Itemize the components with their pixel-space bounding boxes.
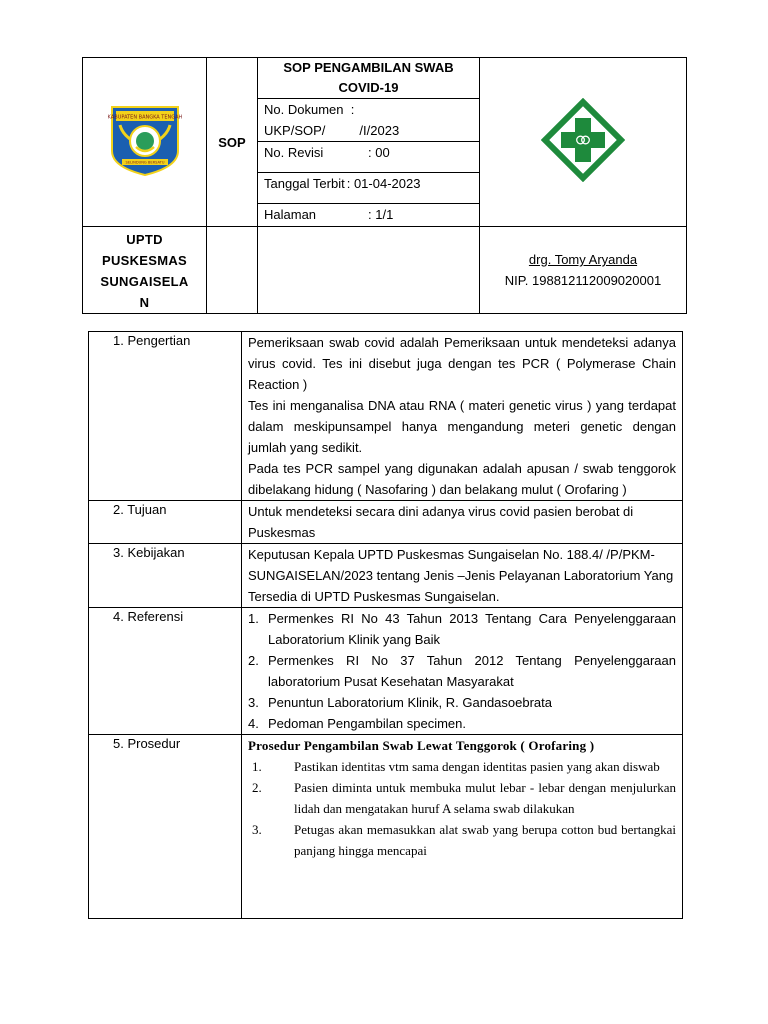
unit-name-line-2: PUSKESMAS	[101, 253, 188, 268]
list-item: 1. Pastikan identitas vtm sama dengan identitas pasien yang akan diswab	[252, 759, 660, 774]
sop-content-table	[88, 331, 683, 919]
regency-emblem-icon	[108, 103, 182, 177]
issue-date-value: : 01-04-2023	[346, 176, 421, 191]
prosedur-steps	[248, 756, 676, 861]
doc-number-part-b: /I/2023	[359, 123, 400, 138]
page-label: Halaman	[264, 207, 317, 222]
doc-number-label: No. Dokumen :	[264, 102, 355, 117]
kebijakan-content: Keputusan Kepala UPTD Puskesmas Sungaiselan No. 188.4/ /P/PKM-SUNGAISELAN/2023 tentang Jenis –Jenis Pelayanan Laboratorium Yang Tersedia di UPTD Puskesmas Sungaiselan.	[242, 544, 683, 608]
issue-date-cell	[258, 173, 480, 204]
unit-name-line-1: UPTD	[126, 232, 163, 247]
referensi-label: 4. Referensi	[89, 608, 242, 735]
page-value: : 1/1	[368, 207, 394, 222]
prosedur-title: Prosedur Pengambilan Swab Lewat Tenggorok ( Orofaring )	[248, 738, 595, 753]
unit-name-cell	[83, 227, 207, 314]
signer-nip: NIP. 198812112009020001	[504, 273, 662, 288]
list-item: 3. Petugas akan memasukkan alat swab yang berupa cotton bud bertangkai panjang hingga mencapai	[252, 822, 676, 858]
emblem-top-text: KABUPATEN BANGKA TENGAH	[107, 114, 182, 120]
page-cell	[258, 204, 480, 227]
sop-label: SOP	[218, 134, 246, 150]
empty-title-cell	[258, 227, 480, 314]
list-item: 2. Pasien diminta untuk membuka mulut lebar - lebar dengan menjulurkan lidah dan mengatakan huruf A selama swab dilakukan	[252, 780, 676, 816]
empty-sop-cell	[207, 227, 258, 314]
health-logo-cell	[480, 58, 687, 227]
emblem-motto-text: SELINDUNG BERSATU	[125, 160, 164, 164]
kebijakan-label: 3. Kebijakan	[89, 544, 242, 608]
revision-value: : 00	[368, 145, 390, 160]
pengertian-paragraph-1: Pemeriksaan swab covid adalah Pemeriksaan untuk mendeteksi adanya virus covid. Tes ini disebut juga dengan tes PCR ( Polymerase Chain Reaction )	[248, 335, 676, 392]
pengertian-paragraph-2: Tes ini menganalisa DNA atau RNA ( materi genetic virus ) yang terdapat dalam meskipunsampel hanya mengandung meteri genetic dengan jumlah yang sedikit.	[248, 398, 676, 455]
unit-name-line-3: SUNGAISELA	[100, 274, 189, 289]
document-title	[258, 58, 480, 99]
sop-header-table	[82, 57, 687, 314]
issue-date-label: Tanggal Terbit	[264, 176, 345, 191]
title-line-1: SOP PENGAMBILAN SWAB	[283, 60, 454, 75]
pengertian-label: 1. Pengertian	[89, 332, 242, 501]
prosedur-content	[242, 735, 683, 919]
regency-logo-cell	[83, 58, 207, 227]
revision-cell	[258, 142, 480, 173]
tujuan-content: Untuk mendeteksi secara dini adanya virus covid pasien berobat di Puskesmas	[242, 501, 683, 544]
title-line-2: COVID-19	[338, 80, 399, 95]
list-item: 4. Pedoman Pengambilan specimen.	[248, 716, 467, 731]
health-cross-icon	[541, 98, 625, 182]
sop-label-cell	[207, 58, 258, 227]
signer-name: drg. Tomy Aryanda	[528, 252, 638, 267]
referensi-content	[242, 608, 683, 735]
pengertian-content	[242, 332, 683, 501]
pengertian-paragraph-3: Pada tes PCR sampel yang digunakan adalah apusan / swab tenggorok dibelakang hidung ( Nasofaring ) dan belakang mulut ( Orofaring )	[248, 461, 676, 497]
unit-name-line-4: N	[139, 295, 150, 310]
signature-cell	[480, 227, 687, 314]
doc-number-part-a: UKP/SOP/	[264, 123, 326, 138]
doc-number-value	[264, 120, 473, 141]
list-item: 2. Permenkes RI No 37 Tahun 2012 Tentang Penyelenggaraan laboratorium Pusat Kesehatan Masyarakat	[248, 653, 676, 689]
prosedur-label: 5. Prosedur	[89, 735, 242, 919]
doc-number-cell	[258, 99, 480, 142]
list-item: 3. Penuntun Laboratorium Klinik, R. Gandasoebrata	[248, 695, 553, 710]
list-item: 1. Permenkes RI No 43 Tahun 2013 Tentang Cara Penyelenggaraan Laboratorium Klinik yang Baik	[248, 611, 676, 647]
tujuan-label: 2. Tujuan	[89, 501, 242, 544]
revision-label: No. Revisi	[264, 145, 324, 160]
referensi-list	[248, 608, 676, 734]
